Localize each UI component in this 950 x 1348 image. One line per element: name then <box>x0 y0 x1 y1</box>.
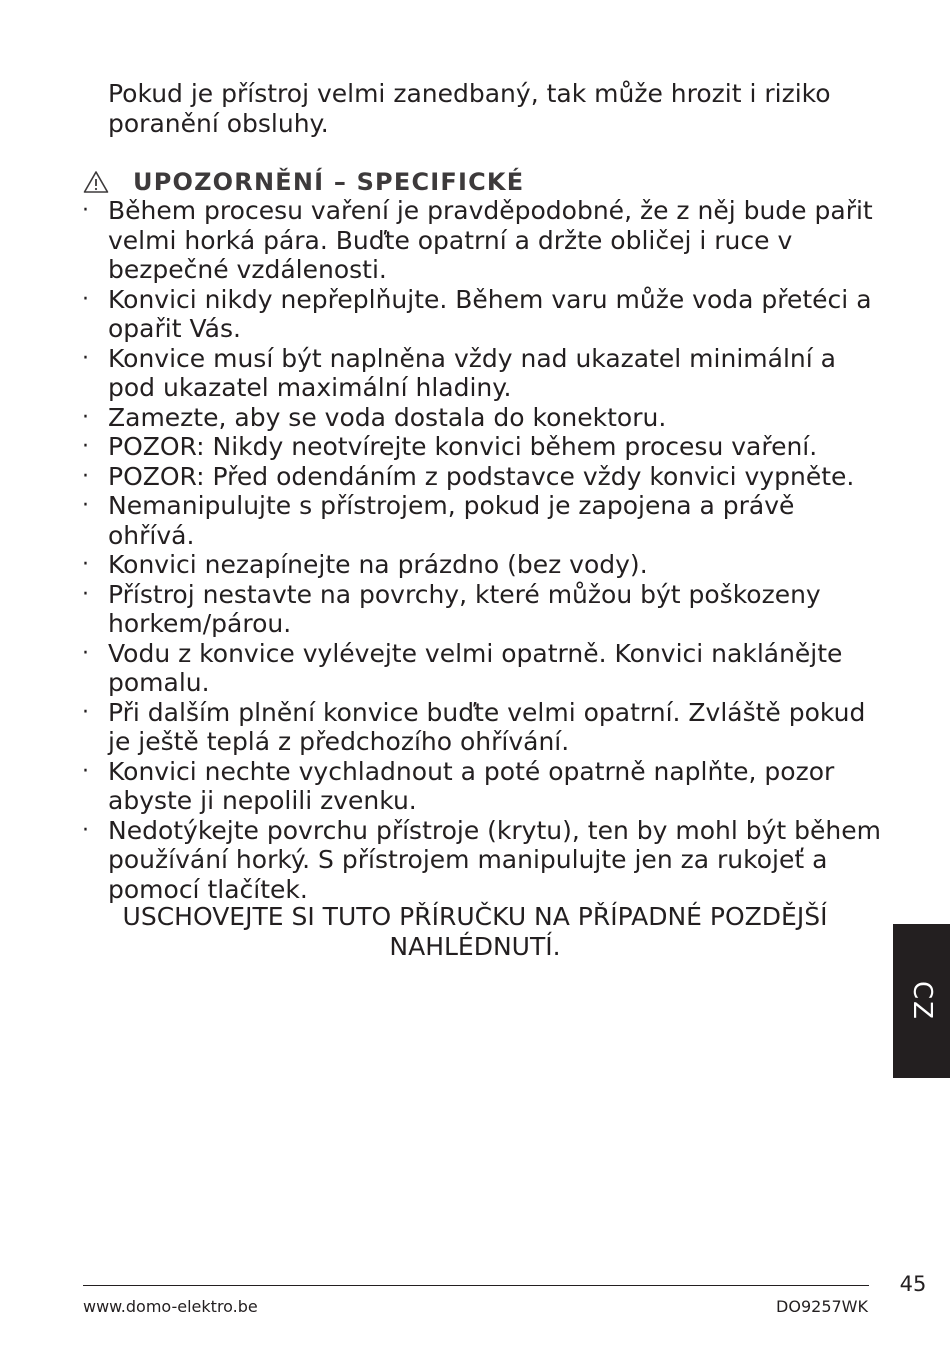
section-heading-text: UPOZORNĚNÍ – SPECIFICKÉ <box>133 168 525 196</box>
list-item <box>82 285 882 344</box>
list-item <box>82 432 882 462</box>
list-item <box>82 639 882 698</box>
list-item <box>82 757 882 816</box>
intro-paragraph: Pokud je přístroj velmi zanedbaný, tak může hrozit i riziko poranění obsluhy. <box>108 79 831 138</box>
bullet-dot: · <box>82 699 89 725</box>
list-item-text: Nedotýkejte povrchu přístroje (krytu), ten by mohl být během používání horký. S přístrojem manipulujte jen za rukojeť a pomocí tlačítek. <box>108 815 881 904</box>
bullet-dot: · <box>82 758 89 784</box>
list-item-text: POZOR: Nikdy neotvírejte konvici během procesu vaření. <box>108 432 818 461</box>
list-item-text: Konvici nikdy nepřeplňujte. Během varu může voda přetéci a opařit Vás. <box>108 284 872 343</box>
bullet-dot: · <box>82 198 89 223</box>
warning-triangle-icon <box>83 170 109 194</box>
bullet-dot: · <box>82 345 89 371</box>
language-tab-label: CZ <box>906 981 937 1021</box>
page-number: 45 <box>899 1272 927 1296</box>
list-item <box>82 550 882 580</box>
list-item-text: Přístroj nestavte na povrchy, které můžou být poškozeny horkem/párou. <box>108 579 821 638</box>
section-heading <box>83 166 524 198</box>
bullet-dot: · <box>82 817 89 843</box>
bullet-dot: · <box>82 552 89 577</box>
list-item <box>82 580 882 639</box>
list-item <box>82 462 882 492</box>
list-item <box>82 491 882 550</box>
bullet-dot: · <box>82 640 89 666</box>
list-item-text: Během procesu vaření je pravděpodobné, že z něj bude pařit velmi horká pára. Buďte opatrní a držte obličej i ruce v bezpečné vzdálenosti. <box>108 196 873 284</box>
list-item-text: Nemanipulujte s přístrojem, pokud je zapojena a právě ohřívá. <box>108 491 795 550</box>
closing-notice: USCHOVEJTE SI TUTO PŘÍRUČKU NA PŘÍPADNÉ POZDĚJŠÍ NAHLÉDNUTÍ. <box>122 902 828 961</box>
list-item-text: POZOR: Před odendáním z podstavce vždy konvici vypněte. <box>108 461 855 491</box>
list-item <box>82 698 882 757</box>
list-item-text: Vodu z konvice vylévejte velmi opatrně. Konvici naklánějte pomalu. <box>108 638 843 697</box>
bullet-dot: · <box>82 434 89 459</box>
footer-model-number: DO9257WK <box>776 1297 868 1316</box>
footer-url: www.domo-elektro.be <box>83 1297 258 1316</box>
list-item <box>82 403 882 433</box>
footer-divider <box>83 1285 869 1286</box>
list-item-text: Při dalším plnění konvice buďte velmi opatrní. Zvláště pokud je ještě teplá z předchozího ohřívání. <box>108 697 866 756</box>
list-item <box>82 816 882 905</box>
list-item-text: Zamezte, aby se voda dostala do konektoru. <box>108 402 667 432</box>
list-item <box>82 344 882 403</box>
bullet-dot: · <box>82 404 89 430</box>
list-item-text: Konvici nechte vychladnout a poté opatrně naplňte, pozor abyste ji nepolili zvenku. <box>108 756 835 815</box>
list-item-text: Konvice musí být naplněna vždy nad ukazatel minimální a pod ukazatel maximální hladiny. <box>108 343 836 402</box>
bullet-dot: · <box>82 286 89 312</box>
language-tab <box>893 924 950 1078</box>
bullet-dot: · <box>82 463 89 489</box>
bullet-dot: · <box>82 581 89 607</box>
list-item <box>82 196 882 285</box>
list-item-text: Konvici nezapínejte na prázdno (bez vody). <box>108 550 648 579</box>
bullet-dot: · <box>82 493 89 518</box>
warning-list <box>82 196 882 904</box>
